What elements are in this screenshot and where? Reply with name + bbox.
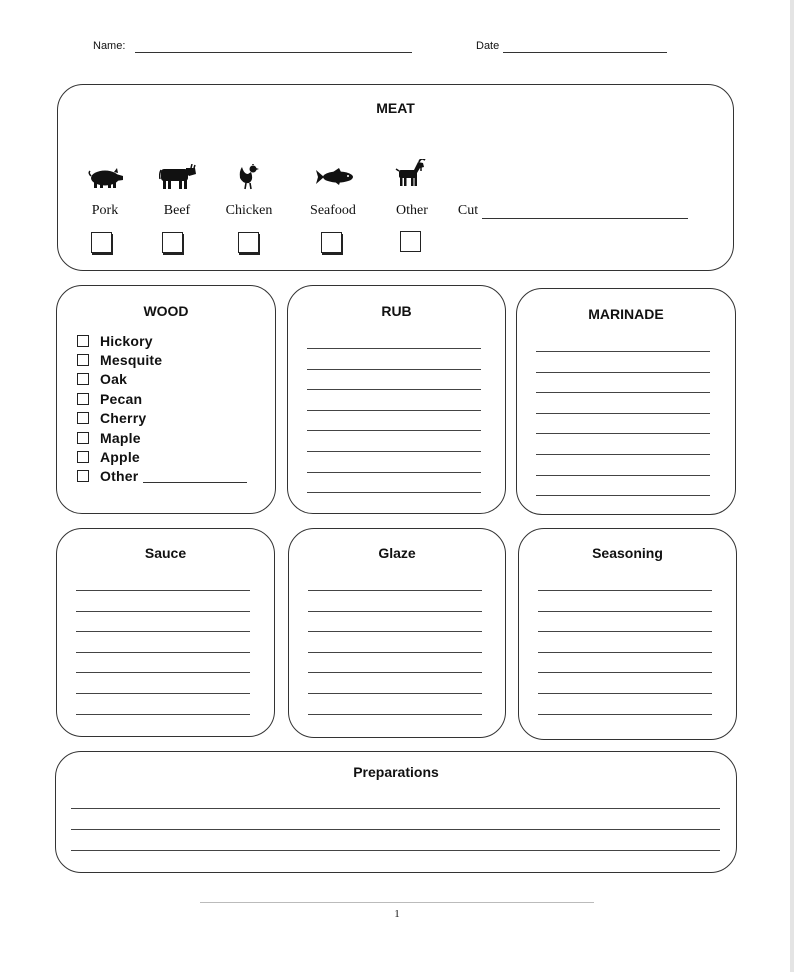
wood-checkbox[interactable] — [77, 354, 89, 366]
wood-option-label: Apple — [100, 449, 140, 466]
page-number: 1 — [394, 908, 400, 920]
rub-line[interactable] — [307, 451, 481, 452]
meat-label-seafood: Seafood — [310, 203, 356, 218]
name-field[interactable] — [135, 52, 412, 53]
chicken-icon — [238, 164, 260, 190]
preparations-line[interactable] — [71, 808, 720, 809]
wood-option-hickory[interactable] — [77, 331, 247, 350]
rub-line[interactable] — [307, 389, 481, 390]
preparations-line[interactable] — [71, 829, 720, 830]
wood-option-mesquite[interactable] — [77, 350, 247, 369]
seasoning-line[interactable] — [538, 672, 712, 673]
fish-icon — [315, 168, 355, 186]
wood-checkbox[interactable] — [77, 373, 89, 385]
marinade-line[interactable] — [536, 433, 710, 434]
marinade-line[interactable] — [536, 495, 710, 496]
rub-line[interactable] — [307, 430, 481, 431]
wood-title: WOOD — [143, 303, 189, 319]
seasoning-line[interactable] — [538, 590, 712, 591]
meat-label-beef: Beef — [163, 203, 191, 218]
sauce-line[interactable] — [76, 693, 250, 694]
chicken-checkbox[interactable] — [238, 232, 259, 253]
glaze-line[interactable] — [308, 611, 482, 612]
meat-label-pork: Pork — [91, 203, 119, 218]
sauce-title: Sauce — [144, 545, 187, 561]
seasoning-line[interactable] — [538, 631, 712, 632]
marinade-line[interactable] — [536, 454, 710, 455]
other-checkbox[interactable] — [400, 231, 421, 252]
meat-title: MEAT — [376, 100, 415, 116]
glaze-section — [288, 528, 506, 738]
page-edge — [790, 0, 794, 972]
rub-section — [287, 285, 506, 514]
cow-icon — [159, 164, 197, 190]
wood-option-label: Other — [100, 468, 139, 485]
marinade-section — [516, 288, 736, 515]
rub-line[interactable] — [307, 492, 481, 493]
marinade-line[interactable] — [536, 372, 710, 373]
meat-label-other: Other — [396, 203, 428, 218]
preparations-title: Preparations — [353, 764, 439, 780]
glaze-line[interactable] — [308, 631, 482, 632]
sauce-line[interactable] — [76, 631, 250, 632]
rub-line[interactable] — [307, 348, 481, 349]
marinade-line[interactable] — [536, 351, 710, 352]
wood-option-apple[interactable] — [77, 447, 247, 466]
sauce-line[interactable] — [76, 590, 250, 591]
seasoning-title: Seasoning — [592, 545, 663, 561]
wood-checkbox[interactable] — [77, 393, 89, 405]
glaze-line[interactable] — [308, 714, 482, 715]
glaze-title: Glaze — [378, 545, 416, 561]
marinade-line[interactable] — [536, 413, 710, 414]
wood-option-label: Hickory — [100, 332, 153, 349]
meat-section — [57, 84, 734, 271]
glaze-line[interactable] — [308, 590, 482, 591]
meat-label-chicken: Chicken — [225, 203, 273, 218]
rub-line[interactable] — [307, 472, 481, 473]
date-label: Date — [476, 40, 500, 52]
wood-option-label: Mesquite — [100, 352, 163, 369]
glaze-line[interactable] — [308, 672, 482, 673]
glaze-line[interactable] — [308, 693, 482, 694]
pork-checkbox[interactable] — [91, 232, 112, 253]
sauce-line[interactable] — [76, 652, 250, 653]
wood-option-label: Cherry — [100, 410, 147, 427]
wood-option-other[interactable] — [77, 467, 247, 486]
marinade-line[interactable] — [536, 475, 710, 476]
goat-icon — [395, 159, 427, 187]
wood-checkbox[interactable] — [77, 335, 89, 347]
wood-option-label: Oak — [100, 371, 128, 388]
seasoning-line[interactable] — [538, 714, 712, 715]
wood-option-cherry[interactable] — [77, 409, 247, 428]
preparations-section — [55, 751, 737, 873]
rub-line[interactable] — [307, 369, 481, 370]
wood-checkbox[interactable] — [77, 451, 89, 463]
pig-icon — [88, 167, 124, 189]
wood-section — [56, 285, 276, 514]
wood-checkbox[interactable] — [77, 470, 89, 482]
sauce-section — [56, 528, 275, 737]
marinade-line[interactable] — [536, 392, 710, 393]
seafood-checkbox[interactable] — [321, 232, 342, 253]
wood-other-field[interactable] — [143, 470, 247, 483]
glaze-line[interactable] — [308, 652, 482, 653]
wood-option-pecan[interactable] — [77, 389, 247, 408]
sauce-line[interactable] — [76, 672, 250, 673]
seasoning-line[interactable] — [538, 693, 712, 694]
name-label: Name: — [93, 40, 126, 52]
wood-checkbox[interactable] — [77, 432, 89, 444]
sauce-line[interactable] — [76, 714, 250, 715]
marinade-title: MARINADE — [588, 306, 664, 322]
wood-option-maple[interactable] — [77, 428, 247, 447]
date-field[interactable] — [503, 52, 667, 53]
cut-field[interactable] — [482, 218, 688, 219]
seasoning-line[interactable] — [538, 652, 712, 653]
seasoning-section — [518, 528, 737, 740]
rub-title: RUB — [381, 303, 412, 319]
wood-option-oak[interactable] — [77, 370, 247, 389]
sauce-line[interactable] — [76, 611, 250, 612]
seasoning-line[interactable] — [538, 611, 712, 612]
preparations-line[interactable] — [71, 850, 720, 851]
wood-options-list — [77, 331, 247, 486]
footer-divider — [200, 902, 594, 903]
wood-checkbox[interactable] — [77, 412, 89, 424]
cut-label: Cut — [457, 203, 479, 218]
wood-option-label: Maple — [100, 429, 141, 446]
wood-option-label: Pecan — [100, 390, 143, 407]
beef-checkbox[interactable] — [162, 232, 183, 253]
rub-line[interactable] — [307, 410, 481, 411]
